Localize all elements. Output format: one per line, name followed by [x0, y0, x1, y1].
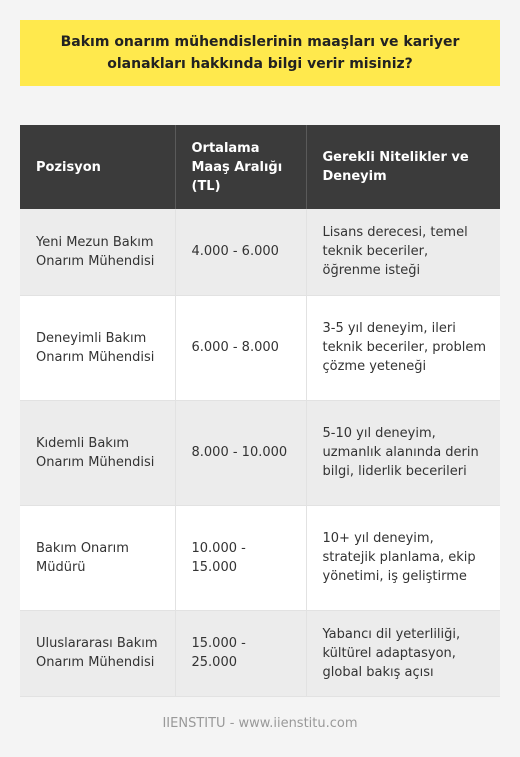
cell-position: Deneyimli Bakım Onarım Mühendisi [20, 295, 175, 400]
column-header-position: Pozisyon [20, 125, 175, 209]
cell-salary: 8.000 - 10.000 [175, 400, 306, 505]
table-row [20, 400, 500, 505]
cell-salary: 4.000 - 6.000 [175, 209, 306, 295]
table-row [20, 505, 500, 610]
table-row [20, 610, 500, 696]
cell-position: Uluslararası Bakım Onarım Mühendisi [20, 610, 175, 696]
question-banner [20, 20, 500, 86]
cell-position: Kıdemli Bakım Onarım Mühendisi [20, 400, 175, 505]
column-header-salary: Ortalama Maaş Aralığı (TL) [175, 125, 306, 209]
cell-position: Bakım Onarım Müdürü [20, 505, 175, 610]
cell-qualifications: Lisans derecesi, temel teknik beceriler, öğrenme isteği [306, 209, 500, 295]
cell-salary: 10.000 - 15.000 [175, 505, 306, 610]
footer-credit: IIENSTITU - www.iienstitu.com [162, 716, 358, 731]
cell-salary: 6.000 - 8.000 [175, 295, 306, 400]
cell-salary: 15.000 - 25.000 [175, 610, 306, 696]
cell-qualifications: 10+ yıl deneyim, stratejik planlama, ekip yönetimi, iş geliştirme [306, 505, 500, 610]
salary-table [20, 125, 500, 697]
question-text: Bakım onarım mühendislerinin maaşları ve kariyer olanakları hakkında bilgi verir misiniz? [60, 34, 460, 72]
table-header-row [20, 125, 500, 209]
cell-qualifications: 3-5 yıl deneyim, ileri teknik beceriler, problem çözme yeteneği [306, 295, 500, 400]
column-header-qualifications: Gerekli Nitelikler ve Deneyim [306, 125, 500, 209]
table-row [20, 209, 500, 295]
cell-qualifications: Yabancı dil yeterliliği, kültürel adaptasyon, global bakış açısı [306, 610, 500, 696]
table-row [20, 295, 500, 400]
cell-qualifications: 5-10 yıl deneyim, uzmanlık alanında derin bilgi, liderlik becerileri [306, 400, 500, 505]
cell-position: Yeni Mezun Bakım Onarım Mühendisi [20, 209, 175, 295]
